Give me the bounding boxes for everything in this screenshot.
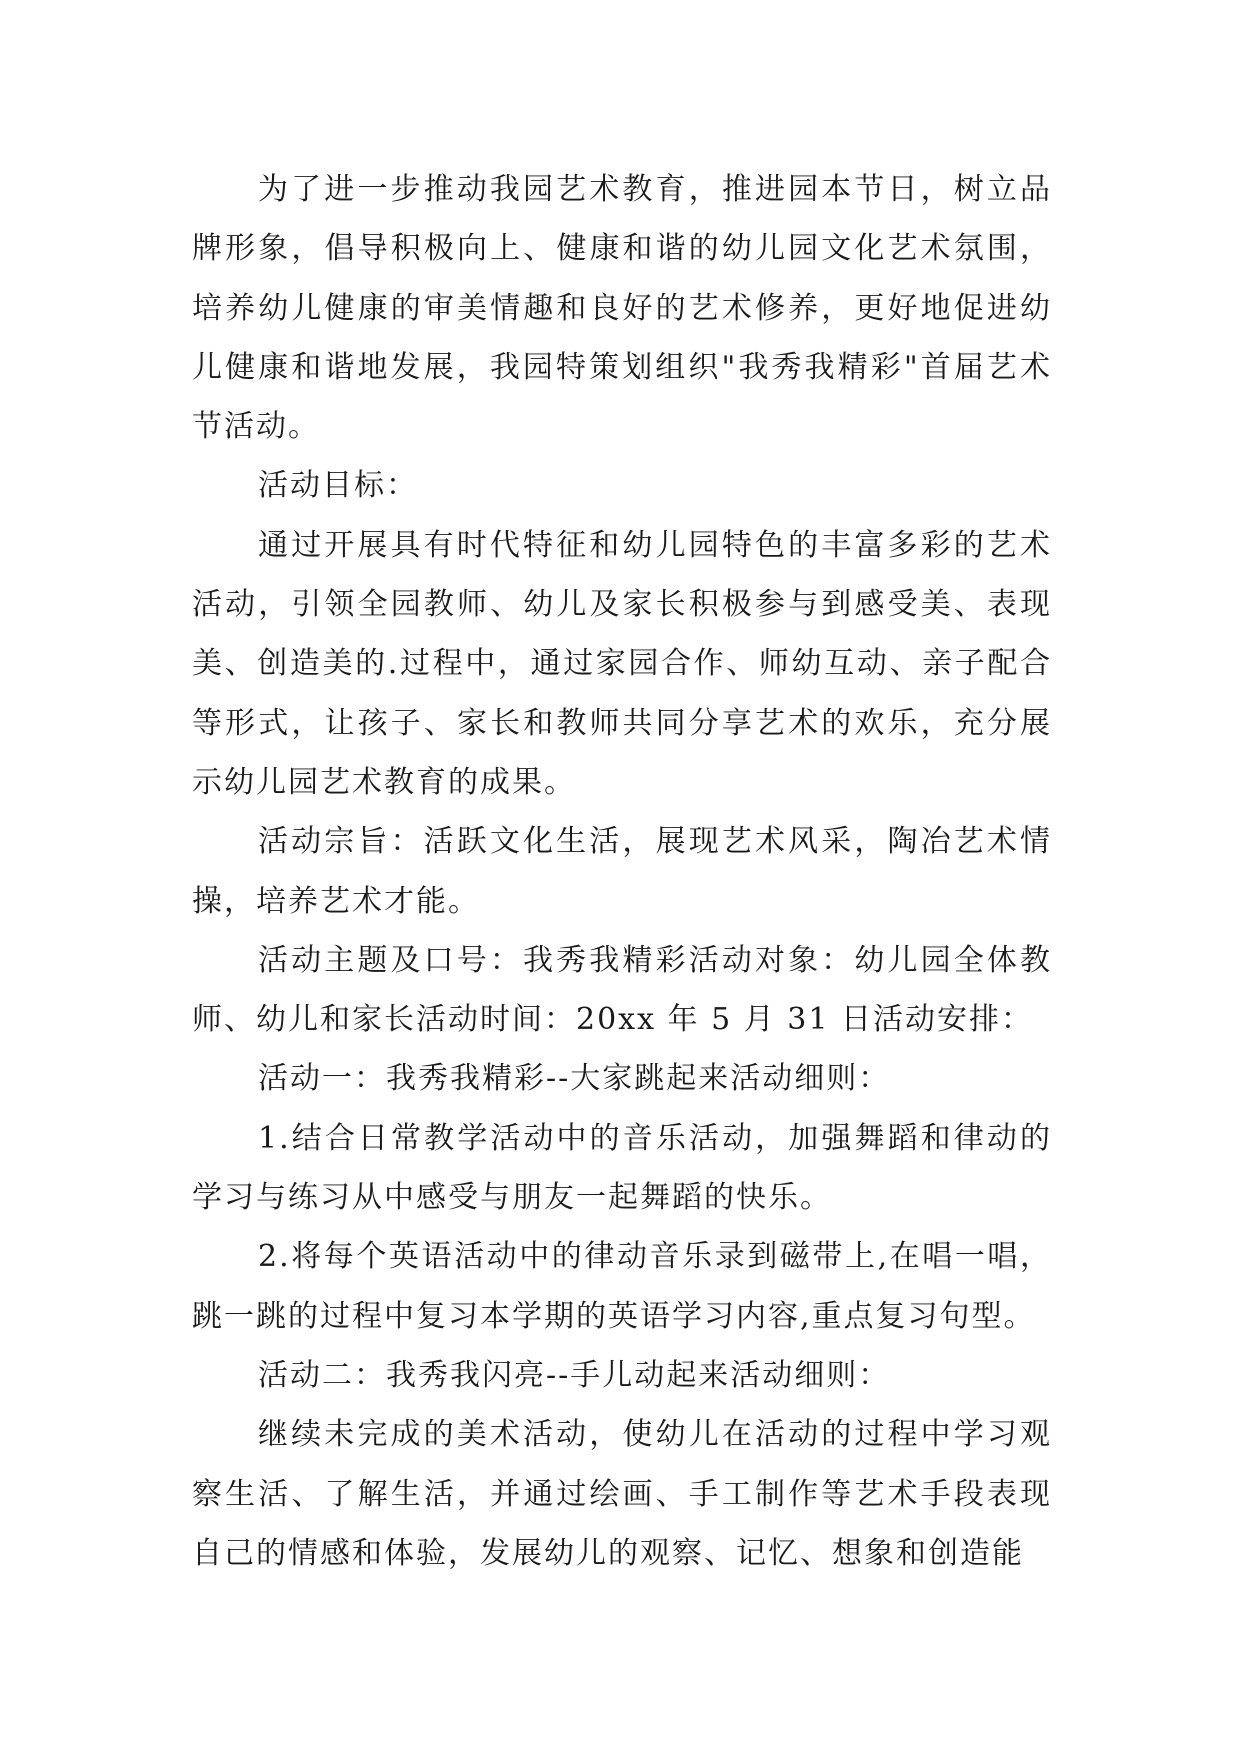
paragraph-activity-two: 活动二：我秀我闪亮--手儿动起来活动细则： [258,1357,891,1393]
paragraph-purpose: 活动宗旨：活跃文化生活，展现艺术风采，陶冶艺术情操，培养艺术才能。 [192,824,1052,919]
paragraph-theme: 活动主题及口号：我秀我精彩活动对象：幼儿园全体教师、幼儿和家长活动时间：20xx 年 5 月 31 日活动安排： [192,942,1052,1038]
paragraph-intro: 为了进一步推动我园艺术教育，推进园本节日，树立品牌形象，倡导积极向上、健康和谐的幼儿园文化艺术氛围，培养幼儿健康的审美情趣和良好的艺术修养，更好地促进幼儿健康和谐地发展，我园特策划组织"我秀我精彩"首届艺术节活动。 [192,172,1052,445]
paragraph-goal-heading: 活动目标： [258,468,418,504]
paragraph-activity-one: 活动一：我秀我精彩--大家跳起来活动细则： [258,1061,891,1097]
paragraph-activity-two-detail: 继续未完成的美术活动，使幼儿在活动的过程中学习观察生活、了解生活，并通过绘画、手工制作等艺术手段表现自己的情感和体验，发展幼儿的观察、记忆、想象和创造能 [192,1417,1052,1571]
paragraph-rule-1: 1.结合日常教学活动中的音乐活动，加强舞蹈和律动的学习与练习从中感受与朋友一起舞蹈的快乐。 [192,1120,1052,1216]
document-body [192,160,1052,1583]
paragraph-goal: 通过开展具有时代特征和幼儿园特色的丰富多彩的艺术活动，引领全园教师、幼儿及家长积极参与到感受美、表现美、创造美的.过程中，通过家园合作、师幼互动、亲子配合等形式，让孩子、家长和教师共同分享艺术的欢乐，充分展示幼儿园艺术教育的成果。 [192,527,1052,800]
paragraph-rule-2: 2.将每个英语活动中的律动音乐录到磁带上,在唱一唱，跳一跳的过程中复习本学期的英语学习内容,重点复习句型。 [192,1239,1052,1334]
